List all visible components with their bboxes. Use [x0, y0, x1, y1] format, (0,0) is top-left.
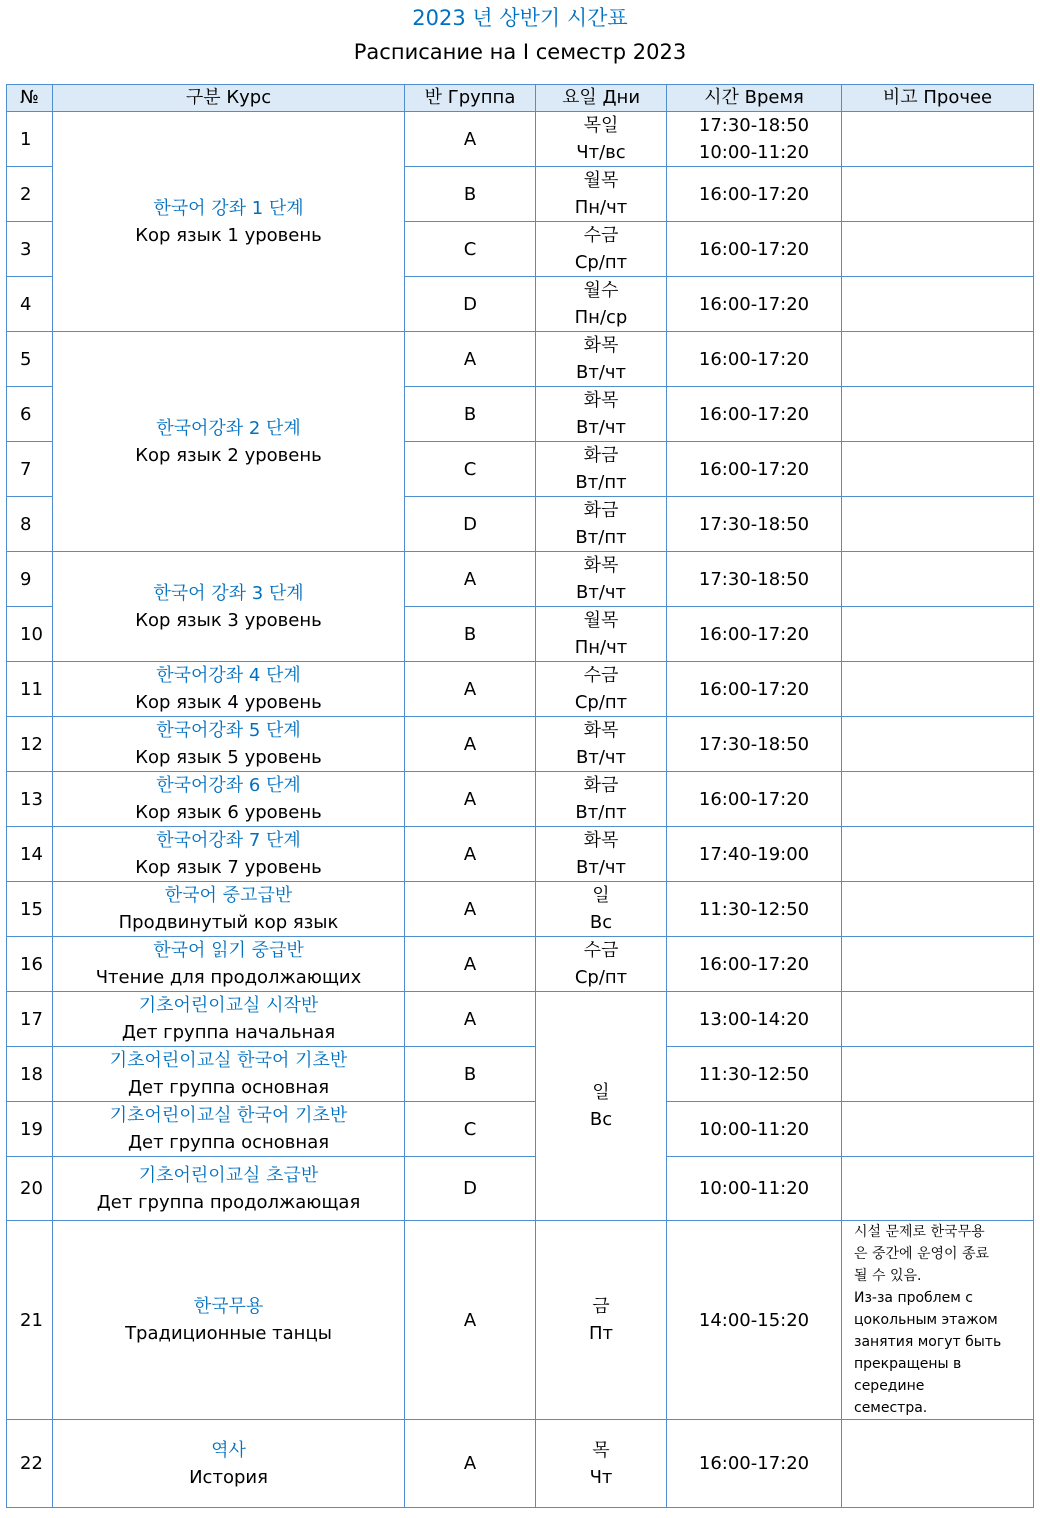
notes-cell [842, 992, 1034, 1047]
course-cell [53, 1420, 405, 1508]
group-cell: A [405, 112, 536, 167]
row-number: 20 [7, 1157, 53, 1221]
row-number: 2 [7, 167, 53, 222]
days-cell [536, 167, 667, 222]
note-korean-line: 될 수 있음. [854, 1268, 922, 1284]
course-name-korean: 기초어린이교실 한국어 기초반 [109, 1050, 348, 1071]
group-cell: B [405, 167, 536, 222]
table-row [7, 937, 1034, 992]
row-number: 10 [7, 607, 53, 662]
course-cell [53, 1221, 405, 1420]
group-cell: A [405, 662, 536, 717]
row-number: 3 [7, 222, 53, 277]
course-cell [53, 1047, 405, 1102]
course-name-russian: Кор язык 4 уровень [135, 692, 322, 713]
days-russian: Ср/пт [574, 252, 628, 273]
time-cell: 10:00-11:20 [667, 1102, 842, 1157]
notes-cell [842, 387, 1034, 442]
course-cell [53, 1102, 405, 1157]
days-cell [536, 1221, 667, 1420]
notes-cell [842, 442, 1034, 497]
time-cell: 17:30-18:50 [667, 552, 842, 607]
days-cell [536, 222, 667, 277]
course-name-russian: Кор язык 5 уровень [135, 747, 322, 768]
time-cell: 13:00-14:20 [667, 992, 842, 1047]
group-cell: D [405, 1157, 536, 1221]
time-cell: 14:00-15:20 [667, 1221, 842, 1420]
group-cell: A [405, 882, 536, 937]
time-cell: 16:00-17:20 [667, 277, 842, 332]
group-cell: A [405, 772, 536, 827]
table-row [7, 1420, 1034, 1508]
group-cell: C [405, 1102, 536, 1157]
header-number: № [7, 85, 53, 112]
course-cell [53, 827, 405, 882]
days-russian: Вт/чт [575, 417, 627, 438]
notes-cell [842, 1221, 1034, 1420]
course-name-russian: Дет группа начальная [121, 1022, 336, 1043]
notes-cell [842, 497, 1034, 552]
days-russian: Вт/пт [575, 472, 627, 493]
course-name-korean: 역사 [211, 1439, 246, 1461]
course-name-korean: 기초어린이교실 시작반 [138, 995, 319, 1016]
days-cell [536, 717, 667, 772]
time-cell: 10:00-11:20 [667, 1157, 842, 1221]
time-cell: 16:00-17:20 [667, 937, 842, 992]
course-name-korean: 한국어 중고급반 [164, 885, 293, 906]
table-row [7, 662, 1034, 717]
course-name-korean: 한국어강좌 5 단계 [156, 720, 301, 741]
days-korean: 목 [592, 1439, 610, 1461]
days-korean: 일 [592, 885, 610, 906]
notes-cell [842, 772, 1034, 827]
course-cell [53, 937, 405, 992]
time-cell: 11:30-12:50 [667, 1047, 842, 1102]
days-cell [536, 1420, 667, 1508]
days-cell [536, 992, 667, 1221]
row-number: 14 [7, 827, 53, 882]
time-cell: 16:00-17:20 [667, 1420, 842, 1508]
table-row [7, 1102, 1034, 1157]
row-number: 7 [7, 442, 53, 497]
page-title-korean: 2023 년 상반기 시간표 [412, 6, 628, 30]
time-cell: 16:00-17:20 [667, 332, 842, 387]
group-cell: A [405, 937, 536, 992]
course-cell [53, 772, 405, 827]
course-name-korean: 한국무용 [193, 1296, 264, 1317]
table-row [7, 772, 1034, 827]
notes-cell [842, 607, 1034, 662]
course-name-korean: 한국어강좌 4 단계 [156, 665, 301, 686]
table-row [7, 827, 1034, 882]
header-course: 구분 Курс [53, 85, 405, 112]
time-cell [667, 112, 842, 167]
days-russian: Вт/пт [575, 802, 627, 823]
days-korean: 화금 [583, 445, 619, 466]
days-cell [536, 772, 667, 827]
course-name-korean: 한국어 강좌 1 단계 [153, 197, 304, 219]
course-name-korean: 한국어 읽기 중급반 [153, 940, 304, 961]
row-number: 11 [7, 662, 53, 717]
course-cell [53, 112, 405, 332]
course-name-russian: Кор язык 3 уровень [135, 609, 322, 631]
row-number: 16 [7, 937, 53, 992]
days-korean: 화금 [583, 775, 619, 796]
notes-cell [842, 882, 1034, 937]
time-value-secondary: 10:00-11:20 [698, 142, 810, 163]
time-cell: 17:40-19:00 [667, 827, 842, 882]
days-russian: Ср/пт [574, 967, 628, 988]
days-cell [536, 882, 667, 937]
days-korean: 화목 [583, 390, 619, 411]
group-cell: B [405, 607, 536, 662]
note-korean-line: 시설 문제로 한국무용 [854, 1224, 985, 1240]
group-cell: A [405, 827, 536, 882]
row-number: 8 [7, 497, 53, 552]
days-cell [536, 662, 667, 717]
days-korean: 수금 [583, 225, 619, 246]
days-cell [536, 387, 667, 442]
notes-cell [842, 222, 1034, 277]
row-number: 9 [7, 552, 53, 607]
days-russian: Пт [588, 1323, 614, 1344]
table-row [7, 112, 1034, 167]
days-cell [536, 112, 667, 167]
course-name-russian: Кор язык 7 уровень [135, 857, 322, 878]
group-cell: A [405, 1420, 536, 1508]
course-name-russian: Кор язык 6 уровень [135, 802, 322, 823]
days-cell [536, 607, 667, 662]
days-russian: Чт [589, 1466, 613, 1488]
days-russian: Вс [589, 912, 613, 933]
days-korean: 수금 [583, 940, 619, 961]
row-number: 6 [7, 387, 53, 442]
table-row [7, 1221, 1034, 1420]
notes-cell [842, 552, 1034, 607]
days-korean: 월수 [583, 280, 619, 301]
course-cell [53, 882, 405, 937]
days-russian: Вт/чт [575, 857, 627, 878]
course-cell [53, 552, 405, 662]
note-russian-line: Из-за проблем с [854, 1290, 973, 1306]
days-russian: Пн/чт [574, 197, 628, 218]
days-cell [536, 937, 667, 992]
days-russian: Чт/вс [576, 142, 626, 163]
row-number: 22 [7, 1420, 53, 1508]
days-korean: 일 [592, 1082, 610, 1103]
group-cell: A [405, 992, 536, 1047]
table-row [7, 1157, 1034, 1221]
time-cell: 16:00-17:20 [667, 442, 842, 497]
row-number: 21 [7, 1221, 53, 1420]
days-cell [536, 497, 667, 552]
course-cell [53, 662, 405, 717]
course-name-russian: Кор язык 2 уровень [135, 444, 322, 466]
course-name-korean: 한국어강좌 2 단계 [156, 417, 301, 439]
notes-cell [842, 1047, 1034, 1102]
days-cell [536, 277, 667, 332]
course-name-russian: Продвинутый кор язык [118, 912, 339, 933]
page-title-russian: Расписание на I семестр 2023 [353, 40, 687, 64]
group-cell: C [405, 222, 536, 277]
group-cell: A [405, 332, 536, 387]
group-cell: A [405, 552, 536, 607]
row-number: 15 [7, 882, 53, 937]
table-header-row [7, 85, 1034, 112]
days-cell [536, 332, 667, 387]
notes-cell [842, 827, 1034, 882]
days-russian: Пн/чт [574, 637, 628, 658]
course-name-russian: Дет группа основная [127, 1077, 330, 1098]
group-cell: C [405, 442, 536, 497]
days-cell [536, 442, 667, 497]
course-cell [53, 717, 405, 772]
notes-cell [842, 717, 1034, 772]
row-number: 1 [7, 112, 53, 167]
table-row [7, 882, 1034, 937]
days-russian: Вс [589, 1109, 613, 1130]
days-korean: 화목 [583, 555, 619, 576]
time-cell: 16:00-17:20 [667, 662, 842, 717]
row-number: 17 [7, 992, 53, 1047]
days-cell [536, 552, 667, 607]
row-number: 18 [7, 1047, 53, 1102]
table-row [7, 717, 1034, 772]
days-korean: 월목 [583, 610, 619, 631]
note-russian-line: семестра. [854, 1400, 928, 1416]
days-russian: Вт/чт [575, 362, 627, 383]
time-cell: 16:00-17:20 [667, 607, 842, 662]
days-russian: Пн/ср [574, 307, 628, 328]
course-name-korean: 기초어린이교실 한국어 기초반 [109, 1105, 348, 1126]
schedule-table [6, 84, 1034, 1508]
notes-cell [842, 1420, 1034, 1508]
group-cell: A [405, 717, 536, 772]
days-korean: 월목 [583, 170, 619, 191]
note-russian-line: занятия могут быть [854, 1334, 1002, 1350]
course-name-korean: 기초어린이교실 초급반 [138, 1164, 319, 1186]
notes-cell [842, 277, 1034, 332]
time-cell: 17:30-18:50 [667, 717, 842, 772]
time-cell: 16:00-17:20 [667, 772, 842, 827]
notes-cell [842, 112, 1034, 167]
time-cell: 17:30-18:50 [667, 497, 842, 552]
header-time: 시간 Время [667, 85, 842, 112]
table-row [7, 332, 1034, 387]
days-korean: 화목 [583, 830, 619, 851]
notes-cell [842, 1157, 1034, 1221]
days-korean: 수금 [583, 665, 619, 686]
days-korean: 금 [592, 1296, 610, 1317]
course-name-korean: 한국어 강좌 3 단계 [153, 582, 304, 604]
row-number: 19 [7, 1102, 53, 1157]
days-korean: 화금 [583, 500, 619, 521]
header-days: 요일 Дни [536, 85, 667, 112]
course-name-russian: Традиционные танцы [125, 1323, 332, 1344]
notes-cell [842, 332, 1034, 387]
course-name-russian: Дет группа продолжающая [96, 1191, 361, 1213]
row-number: 12 [7, 717, 53, 772]
course-cell [53, 992, 405, 1047]
header-notes: 비고 Прочее [842, 85, 1034, 112]
note-korean-line: 은 중간에 운영이 종료 [854, 1246, 990, 1262]
course-cell [53, 332, 405, 552]
course-name-russian: Дет группа основная [127, 1132, 330, 1153]
table-row [7, 552, 1034, 607]
time-cell: 16:00-17:20 [667, 167, 842, 222]
days-russian: Вт/чт [575, 747, 627, 768]
group-cell: A [405, 1221, 536, 1420]
notes-cell [842, 1102, 1034, 1157]
note-russian-line: прекращены в [854, 1356, 962, 1372]
course-name-russian: История [189, 1466, 268, 1488]
notes-cell [842, 662, 1034, 717]
group-cell: D [405, 497, 536, 552]
notes-cell [842, 167, 1034, 222]
days-korean: 화목 [583, 720, 619, 741]
course-cell [53, 1157, 405, 1221]
time-cell: 16:00-17:20 [667, 222, 842, 277]
days-russian: Вт/пт [575, 527, 627, 548]
days-cell [536, 827, 667, 882]
days-russian: Вт/чт [575, 582, 627, 603]
course-name-russian: Кор язык 1 уровень [135, 224, 322, 246]
days-korean: 화목 [583, 335, 619, 356]
row-number: 5 [7, 332, 53, 387]
time-value: 17:30-18:50 [698, 115, 810, 136]
note-russian-line: цокольным этажом [854, 1312, 998, 1328]
days-korean: 목일 [583, 115, 619, 136]
course-name-russian: Чтение для продолжающих [95, 967, 362, 988]
table-row [7, 992, 1034, 1047]
notes-cell [842, 937, 1034, 992]
course-name-korean: 한국어강좌 6 단계 [156, 775, 301, 796]
row-number: 4 [7, 277, 53, 332]
time-cell: 16:00-17:20 [667, 387, 842, 442]
note-russian-line: середине [854, 1378, 925, 1394]
row-number: 13 [7, 772, 53, 827]
header-group: 반 Группа [405, 85, 536, 112]
days-russian: Ср/пт [574, 692, 628, 713]
time-cell: 11:30-12:50 [667, 882, 842, 937]
group-cell: B [405, 387, 536, 442]
table-row [7, 1047, 1034, 1102]
course-name-korean: 한국어강좌 7 단계 [156, 830, 301, 851]
group-cell: D [405, 277, 536, 332]
group-cell: B [405, 1047, 536, 1102]
